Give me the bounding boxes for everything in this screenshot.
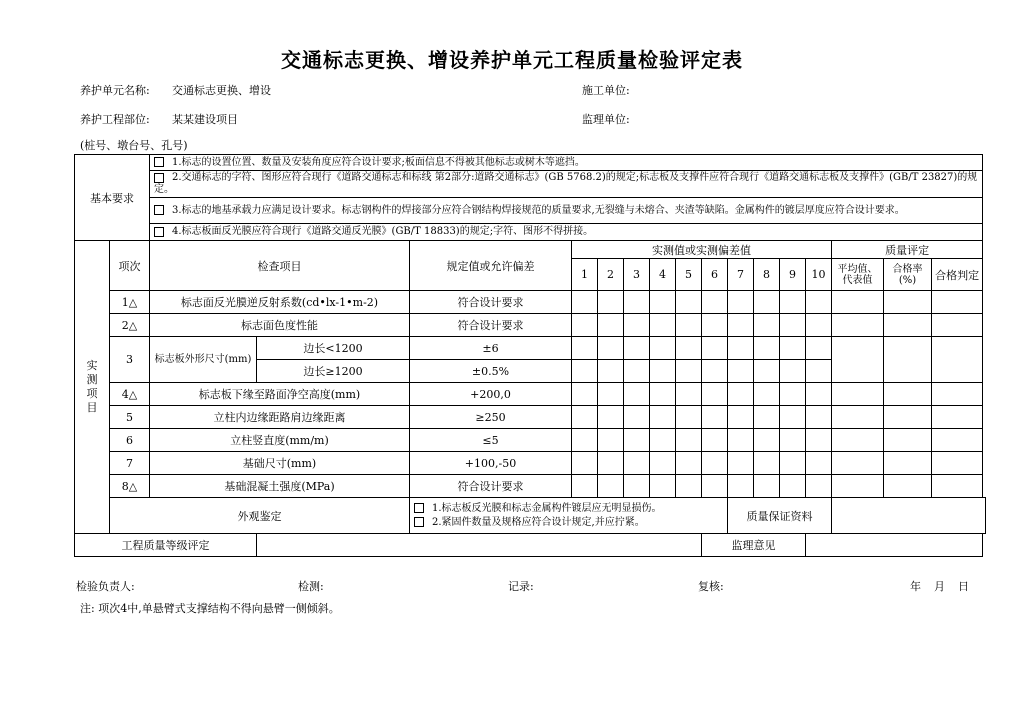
month-label: 月	[934, 580, 945, 593]
pile-label: (桩号、墩台号、孔号)	[80, 139, 188, 152]
avg-cell[interactable]	[832, 429, 884, 452]
measure-cell[interactable]	[676, 383, 702, 406]
measure-cell[interactable]	[780, 429, 806, 452]
measure-cell[interactable]	[572, 475, 598, 498]
measure-cell[interactable]	[806, 406, 832, 429]
measure-cell[interactable]	[676, 452, 702, 475]
day-label: 日	[958, 580, 969, 593]
measure-cell[interactable]	[780, 475, 806, 498]
measure-cell[interactable]	[650, 314, 676, 337]
measure-cell[interactable]	[702, 406, 728, 429]
avg-cell[interactable]	[832, 337, 884, 383]
measure-cell[interactable]	[676, 475, 702, 498]
measure-cell[interactable]	[702, 383, 728, 406]
avg-cell[interactable]	[832, 314, 884, 337]
measure-cell[interactable]	[598, 406, 624, 429]
appearance-item: 2.紧固件数量及规格应符合设计规定,并应拧紧。	[432, 516, 645, 528]
measure-cell[interactable]	[598, 360, 624, 383]
measure-col-header: 2	[598, 259, 624, 291]
avg-cell[interactable]	[832, 291, 884, 314]
requirement-item: 1.标志的设置位置、数量及安装角度应符合设计要求;板面信息不得被其他标志或树木等遮挡。	[150, 155, 983, 171]
measure-cell[interactable]	[754, 314, 780, 337]
measure-cell[interactable]	[728, 360, 754, 383]
measure-cell[interactable]	[754, 383, 780, 406]
item-no: 6	[110, 429, 150, 452]
measure-cell[interactable]	[624, 383, 650, 406]
measure-cell[interactable]	[754, 360, 780, 383]
measure-cell[interactable]	[650, 360, 676, 383]
measured-section-label: 实 测 项 目	[75, 241, 110, 534]
measure-cell[interactable]	[780, 291, 806, 314]
measure-cell[interactable]	[624, 429, 650, 452]
col-pass-rate: 合格率(%)	[884, 259, 932, 291]
avg-cell[interactable]	[832, 475, 884, 498]
measure-cell[interactable]	[780, 383, 806, 406]
measure-cell[interactable]	[624, 452, 650, 475]
quality-docs-cell[interactable]	[832, 498, 986, 534]
quality-docs-label: 质量保证资料	[728, 498, 832, 534]
checkbox[interactable]	[154, 173, 164, 183]
checkbox[interactable]	[414, 503, 424, 513]
judge-cell[interactable]	[932, 406, 983, 429]
judge-cell[interactable]	[932, 429, 983, 452]
measure-cell[interactable]	[676, 406, 702, 429]
item-no: 5	[110, 406, 150, 429]
check-item: 立柱内边缘距路肩边缘距离	[150, 406, 410, 429]
requirement-item: 3.标志的地基承载力应满足设计要求。标志钢构件的焊接部分应符合钢结构焊接规范的质量要求,无裂缝与未熔合、夹渣等缺陷。金属构件的镀层厚度应符合设计要求。	[150, 198, 983, 224]
checkbox[interactable]	[154, 157, 164, 167]
requirement-item: 2.交通标志的字符、图形应符合现行《道路交通标志和标线 第2部分:道路交通标志》(GB 5768.2)的规定;标志板及支撑件应符合现行《道路交通标志板及支撑件》(GB/T 23827)的规定。	[150, 171, 983, 198]
measure-cell[interactable]	[780, 360, 806, 383]
spec-value: ≤5	[410, 429, 572, 452]
col-item-no: 项次	[110, 241, 150, 291]
grade-cell[interactable]	[257, 534, 702, 557]
measure-cell[interactable]	[572, 406, 598, 429]
year-label: 年	[910, 580, 921, 593]
measure-cell[interactable]	[728, 452, 754, 475]
measure-cell[interactable]	[572, 452, 598, 475]
measure-col-header: 5	[676, 259, 702, 291]
measure-cell[interactable]	[728, 383, 754, 406]
measure-cell[interactable]	[702, 291, 728, 314]
measure-cell[interactable]	[780, 314, 806, 337]
measure-cell[interactable]	[676, 337, 702, 360]
tester-label: 检测:	[298, 580, 324, 593]
unit-name-label: 养护单元名称:	[80, 84, 150, 97]
measure-cell[interactable]	[624, 314, 650, 337]
measure-cell[interactable]	[598, 291, 624, 314]
pass-rate-cell[interactable]	[884, 452, 932, 475]
measure-cell[interactable]	[806, 383, 832, 406]
measure-cell[interactable]	[702, 360, 728, 383]
item-no: 1△	[110, 291, 150, 314]
measure-cell[interactable]	[806, 314, 832, 337]
appearance-label: 外观鉴定	[110, 498, 410, 534]
measure-cell[interactable]	[806, 475, 832, 498]
measure-cell[interactable]	[806, 360, 832, 383]
measure-cell[interactable]	[572, 337, 598, 360]
measure-cell[interactable]	[806, 452, 832, 475]
measure-cell[interactable]	[676, 314, 702, 337]
spec-value: +200,0	[410, 383, 572, 406]
measure-cell[interactable]	[598, 475, 624, 498]
check-item: 标志面反光膜逆反射系数(cd•lx-1•m-2)	[150, 291, 410, 314]
measure-cell[interactable]	[754, 475, 780, 498]
judge-cell[interactable]	[932, 291, 983, 314]
inspector-label: 检验负责人:	[76, 580, 135, 593]
measure-cell[interactable]	[754, 291, 780, 314]
measure-col-header: 9	[780, 259, 806, 291]
check-item: 标志板下缘至路面净空高度(mm)	[150, 383, 410, 406]
form-title: 交通标志更换、增设养护单元工程质量检验评定表	[281, 48, 743, 72]
check-item: 基础混凝土强度(MPa)	[150, 475, 410, 498]
col-check-item: 检查项目	[150, 241, 410, 291]
project-part-label: 养护工程部位:	[80, 113, 150, 126]
measure-col-header: 10	[806, 259, 832, 291]
pass-rate-cell[interactable]	[884, 291, 932, 314]
reviewer-label: 复核:	[698, 580, 724, 593]
check-item: 标志面色度性能	[150, 314, 410, 337]
measure-cell[interactable]	[650, 475, 676, 498]
measure-cell[interactable]	[728, 314, 754, 337]
pass-rate-cell[interactable]	[884, 337, 932, 383]
measure-cell[interactable]	[676, 291, 702, 314]
measure-col-header: 8	[754, 259, 780, 291]
measure-cell[interactable]	[624, 475, 650, 498]
appearance-item: 1.标志板反光膜和标志金属构件镀层应无明显损伤。	[432, 502, 662, 514]
measure-cell[interactable]	[806, 337, 832, 360]
measure-cell[interactable]	[728, 291, 754, 314]
appearance-items	[410, 498, 728, 534]
measure-cell[interactable]	[598, 314, 624, 337]
judge-cell[interactable]	[932, 452, 983, 475]
spec-value: ±0.5%	[410, 360, 572, 383]
basic-requirements-label: 基本要求	[75, 155, 150, 241]
measure-cell[interactable]	[780, 406, 806, 429]
inspection-form-table	[74, 154, 986, 557]
measure-cell[interactable]	[806, 291, 832, 314]
supervision-opinion-cell[interactable]	[806, 534, 983, 557]
judge-cell[interactable]	[932, 337, 983, 383]
checkbox[interactable]	[154, 227, 164, 237]
measure-cell[interactable]	[754, 452, 780, 475]
measure-cell[interactable]	[728, 429, 754, 452]
item-no: 7	[110, 452, 150, 475]
col-measured-group: 实测值或实测偏差值	[572, 241, 832, 259]
avg-cell[interactable]	[832, 452, 884, 475]
avg-cell[interactable]	[832, 406, 884, 429]
measure-col-header: 6	[702, 259, 728, 291]
construction-unit-label: 施工单位:	[582, 84, 630, 97]
measure-cell[interactable]	[650, 337, 676, 360]
judge-cell[interactable]	[932, 314, 983, 337]
unit-name-value: 交通标志更换、增设	[172, 84, 271, 97]
pass-rate-cell[interactable]	[884, 429, 932, 452]
measure-cell[interactable]	[650, 291, 676, 314]
measure-cell[interactable]	[728, 475, 754, 498]
measure-cell[interactable]	[624, 406, 650, 429]
measure-cell[interactable]	[572, 360, 598, 383]
measure-cell[interactable]	[572, 429, 598, 452]
judge-cell[interactable]	[932, 475, 983, 498]
measure-cell[interactable]	[754, 406, 780, 429]
measure-cell[interactable]	[702, 314, 728, 337]
spec-value: ±6	[410, 337, 572, 360]
measure-cell[interactable]	[624, 337, 650, 360]
spec-value: +100,-50	[410, 452, 572, 475]
measure-cell[interactable]	[702, 429, 728, 452]
measure-col-header: 1	[572, 259, 598, 291]
measure-cell[interactable]	[572, 291, 598, 314]
measure-cell[interactable]	[728, 337, 754, 360]
spec-value: ≥250	[410, 406, 572, 429]
measure-cell[interactable]	[650, 406, 676, 429]
requirement-item: 4.标志板面反光膜应符合现行《道路交通反光膜》(GB/T 18833)的规定;字符、图形不得拼接。	[150, 224, 983, 241]
pass-rate-cell[interactable]	[884, 475, 932, 498]
measure-cell[interactable]	[728, 406, 754, 429]
check-item: 标志板外形尺寸(mm)	[150, 337, 257, 383]
measure-cell[interactable]	[780, 337, 806, 360]
measure-col-header: 4	[650, 259, 676, 291]
check-item: 基础尺寸(mm)	[150, 452, 410, 475]
measure-cell[interactable]	[624, 360, 650, 383]
measure-col-header: 3	[624, 259, 650, 291]
measure-cell[interactable]	[650, 429, 676, 452]
avg-cell[interactable]	[832, 383, 884, 406]
measure-cell[interactable]	[572, 383, 598, 406]
col-judge: 合格判定	[932, 259, 983, 291]
measure-cell[interactable]	[676, 360, 702, 383]
col-quality-group: 质量评定	[832, 241, 983, 259]
item-no: 8△	[110, 475, 150, 498]
project-part-value: 某某建设项目	[172, 113, 238, 126]
measure-cell[interactable]	[624, 291, 650, 314]
checkbox[interactable]	[154, 205, 164, 215]
measure-col-header: 7	[728, 259, 754, 291]
footnote: 注: 项次4中,单悬臂式支撑结构不得向悬臂一侧倾斜。	[80, 602, 340, 615]
col-avg: 平均值、代表值	[832, 259, 884, 291]
supervision-unit-label: 监理单位:	[582, 113, 630, 126]
item-no: 3	[110, 337, 150, 383]
measure-cell[interactable]	[650, 452, 676, 475]
item-no: 2△	[110, 314, 150, 337]
judge-cell[interactable]	[932, 383, 983, 406]
measure-cell[interactable]	[806, 429, 832, 452]
pass-rate-cell[interactable]	[884, 406, 932, 429]
checkbox[interactable]	[414, 517, 424, 527]
col-spec: 规定值或允许偏差	[410, 241, 572, 291]
measure-cell[interactable]	[572, 314, 598, 337]
measure-cell[interactable]	[780, 452, 806, 475]
recorder-label: 记录:	[508, 580, 534, 593]
pass-rate-cell[interactable]	[884, 383, 932, 406]
measure-cell[interactable]	[676, 429, 702, 452]
item-no: 4△	[110, 383, 150, 406]
spec-value: 符合设计要求	[410, 291, 572, 314]
check-item: 立柱竖直度(mm/m)	[150, 429, 410, 452]
measure-cell[interactable]	[598, 452, 624, 475]
spec-value: 符合设计要求	[410, 475, 572, 498]
measure-cell[interactable]	[754, 337, 780, 360]
check-subitem: 边长<1200	[257, 337, 410, 360]
check-subitem: 边长≥1200	[257, 360, 410, 383]
pass-rate-cell[interactable]	[884, 314, 932, 337]
supervision-opinion-label: 监理意见	[702, 534, 806, 557]
measure-cell[interactable]	[598, 383, 624, 406]
measure-cell[interactable]	[754, 429, 780, 452]
measure-cell[interactable]	[598, 429, 624, 452]
measure-cell[interactable]	[702, 475, 728, 498]
grade-label: 工程质量等级评定	[75, 534, 257, 557]
measure-cell[interactable]	[650, 383, 676, 406]
spec-value: 符合设计要求	[410, 314, 572, 337]
measure-cell[interactable]	[702, 337, 728, 360]
measure-cell[interactable]	[702, 452, 728, 475]
measure-cell[interactable]	[598, 337, 624, 360]
